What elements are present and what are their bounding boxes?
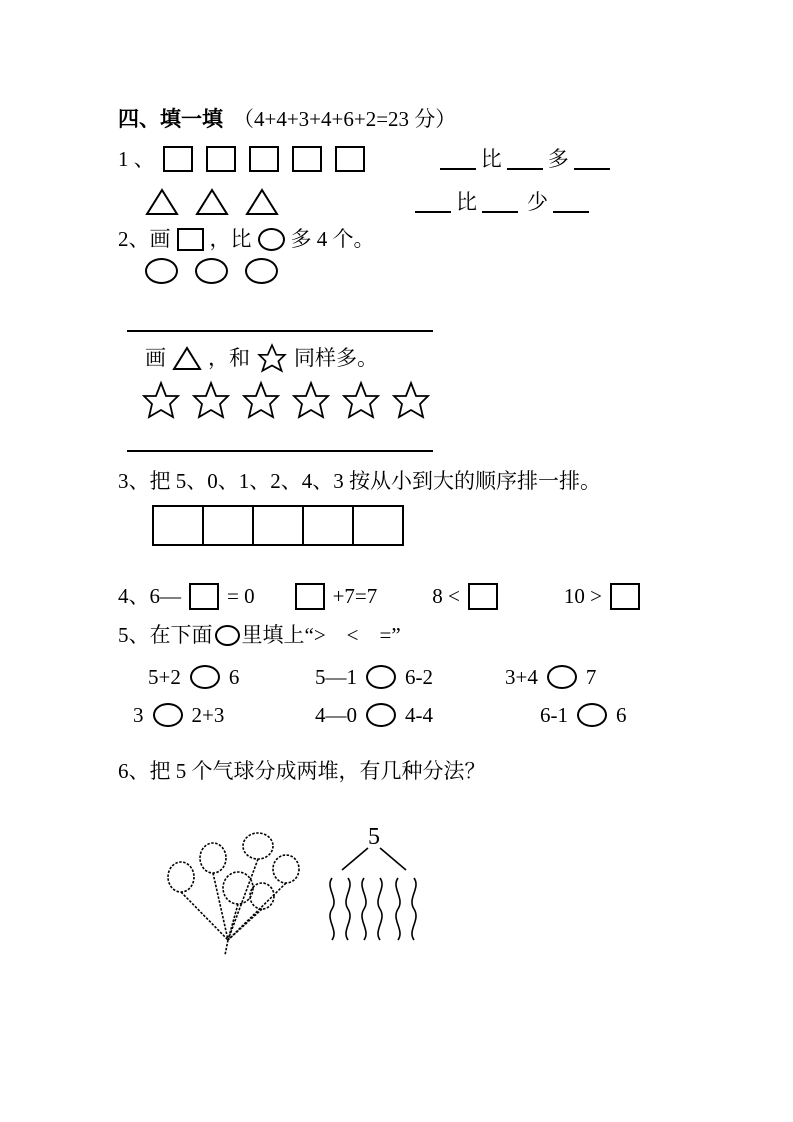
table-cell xyxy=(302,505,354,546)
balloons-diagram xyxy=(148,818,458,968)
square-icon xyxy=(206,146,236,172)
compare-right: 6 xyxy=(616,703,627,727)
star-icon xyxy=(190,380,232,420)
q2-mid1: ，比 xyxy=(209,227,252,251)
square-icon xyxy=(163,146,193,172)
q3-table xyxy=(152,505,404,546)
compare-item xyxy=(148,664,315,690)
q4-e2-right: +7=7 xyxy=(332,584,378,609)
star-icon xyxy=(340,380,382,420)
q1-squares xyxy=(163,146,365,172)
q5-label: 5、 xyxy=(118,623,150,647)
circle-icon xyxy=(245,258,278,284)
q4-e4-left: 10 > xyxy=(563,584,602,609)
brace-icon xyxy=(330,878,334,940)
split-branches xyxy=(342,848,406,870)
q2-draw1: 画 xyxy=(149,227,171,251)
brace-icon xyxy=(346,878,350,940)
q3-question: 把 5、0、1、2、4、3 按从小到大的顺序排一排。 xyxy=(149,469,601,493)
q2-label: 2、 xyxy=(118,227,150,251)
q5-header xyxy=(118,622,401,648)
compare-circle xyxy=(366,665,396,689)
q1-row1-blanks xyxy=(435,146,615,172)
section-score: （4+4+3+4+6+2=23 分） xyxy=(233,107,457,131)
answer-line xyxy=(127,330,433,332)
q1-row2-shao: 少 xyxy=(527,189,548,214)
square-icon xyxy=(177,228,204,251)
triangle-icon xyxy=(172,346,202,371)
split-total-number: 5 xyxy=(368,824,380,850)
q2-mid2: ，和 xyxy=(208,345,250,370)
balloon-icon xyxy=(243,833,273,859)
q5-row2 xyxy=(133,702,627,728)
triangle-icon xyxy=(245,188,279,216)
compare-circle xyxy=(577,703,607,727)
compare-left: 5—1 xyxy=(315,665,357,689)
q3-text xyxy=(118,468,601,494)
q2-draw2: 画 xyxy=(145,345,166,370)
brace-icon xyxy=(378,878,382,940)
section-title xyxy=(118,106,456,132)
answer-box xyxy=(189,583,219,610)
q6-question: 把 5 个气球分成两堆，有几种分法？ xyxy=(149,759,486,783)
balloon-icon xyxy=(223,872,253,904)
compare-left: 3+4 xyxy=(505,665,538,689)
q2-suffix2: 同样多。 xyxy=(294,345,378,370)
circle-icon xyxy=(145,258,178,284)
circle-icon xyxy=(195,258,228,284)
q2-suffix1: 多 4 个。 xyxy=(290,227,375,251)
compare-item xyxy=(133,702,315,728)
q1-row2 xyxy=(145,188,594,216)
balloon-strings xyxy=(181,859,286,955)
balloon-cluster xyxy=(168,833,299,955)
compare-item xyxy=(315,664,505,690)
compare-item xyxy=(505,664,596,690)
answer-blank xyxy=(507,148,543,170)
compare-left: 4—0 xyxy=(315,703,357,727)
q1-row1-duo: 多 xyxy=(547,147,569,171)
q1-label: 1 、 xyxy=(118,147,155,171)
answer-blank xyxy=(574,148,610,170)
q2-line1 xyxy=(118,226,375,252)
answer-line xyxy=(127,450,433,452)
balloon-icon xyxy=(200,843,226,873)
compare-item xyxy=(315,702,540,728)
compare-circle xyxy=(153,703,183,727)
brace-icon xyxy=(412,878,416,940)
brace-icon xyxy=(396,878,400,940)
star-icon xyxy=(290,380,332,420)
section-heading: 四、填一填 xyxy=(118,107,223,131)
square-icon xyxy=(249,146,279,172)
star-icon xyxy=(256,342,288,374)
square-icon xyxy=(292,146,322,172)
table-cell xyxy=(252,505,304,546)
triangle-icon xyxy=(145,188,179,216)
compare-right: 4-4 xyxy=(405,703,433,727)
q1-row2-bi: 比 xyxy=(456,189,477,214)
q6-label: 6、 xyxy=(118,759,150,783)
compare-left: 3 xyxy=(133,703,144,727)
table-cell xyxy=(352,505,404,546)
circle-icon xyxy=(215,625,240,646)
triangle-icon xyxy=(195,188,229,216)
star-icon xyxy=(140,380,182,420)
compare-right: 7 xyxy=(585,665,597,689)
circle-icon xyxy=(258,228,285,251)
q1-triangles xyxy=(145,188,279,216)
q2-stars xyxy=(140,380,432,420)
answer-blank xyxy=(415,191,451,213)
q4-label: 4、 xyxy=(118,584,150,609)
table-cell xyxy=(152,505,204,546)
q1-row1 xyxy=(118,146,615,172)
answer-box xyxy=(468,583,498,610)
compare-circle xyxy=(190,665,220,689)
q5-prefix: 在下面 xyxy=(149,623,213,647)
q4-e3-left: 8 < xyxy=(432,584,460,609)
answer-box xyxy=(295,583,325,610)
q4-row xyxy=(118,583,648,610)
balloon-icon xyxy=(168,862,194,892)
q2-line2 xyxy=(145,342,378,374)
answer-blank xyxy=(440,148,476,170)
q3-label: 3、 xyxy=(118,469,150,493)
q6-text xyxy=(118,758,486,784)
split-diagram xyxy=(330,848,416,940)
answer-blank xyxy=(482,191,518,213)
q5-suffix: 里填上“> < =” xyxy=(241,623,401,647)
compare-left: 6-1 xyxy=(540,703,568,727)
answer-blank xyxy=(553,191,589,213)
table-cell xyxy=(202,505,254,546)
q2-circles xyxy=(145,258,278,284)
q1-row2-blanks xyxy=(410,189,594,215)
q4-e1-left: 6— xyxy=(149,584,181,609)
compare-right: 6 xyxy=(228,665,240,689)
compare-right: 6-2 xyxy=(405,665,433,689)
star-icon xyxy=(390,380,432,420)
answer-box xyxy=(610,583,640,610)
compare-item xyxy=(540,702,627,728)
balloon-icon xyxy=(250,883,274,909)
compare-left: 5+2 xyxy=(148,665,181,689)
compare-circle xyxy=(366,703,396,727)
q4-e1-right: = 0 xyxy=(227,584,255,609)
compare-right: 2+3 xyxy=(191,703,225,727)
brace-icon xyxy=(362,878,366,940)
balloon-icon xyxy=(273,855,299,883)
q1-row1-bi: 比 xyxy=(480,147,502,171)
square-icon xyxy=(335,146,365,172)
compare-circle xyxy=(547,665,577,689)
star-icon xyxy=(240,380,282,420)
q5-row1 xyxy=(148,664,596,690)
